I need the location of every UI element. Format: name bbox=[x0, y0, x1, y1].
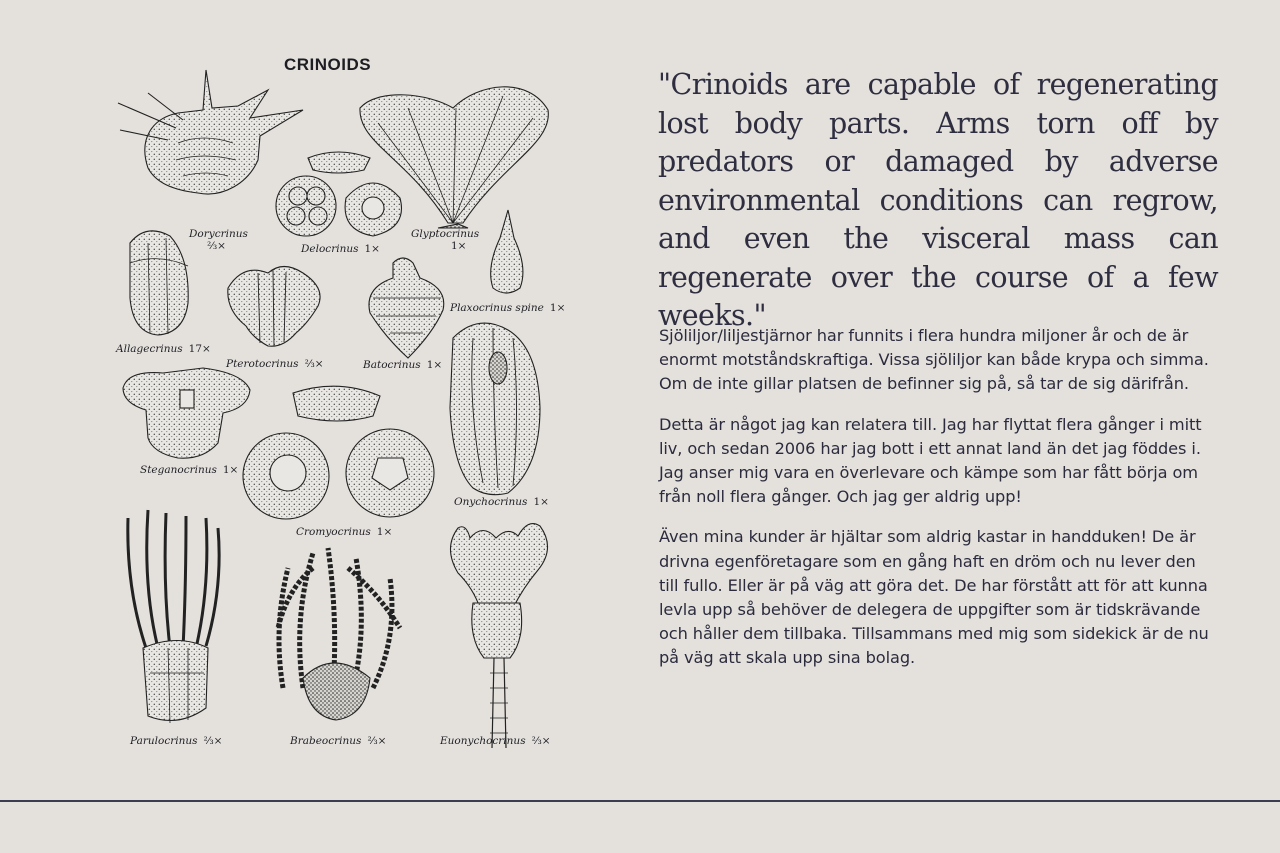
label-dorycrinus: Dorycrinus ⅔× bbox=[189, 228, 248, 252]
crinoid-illustrations bbox=[108, 48, 568, 758]
label-euonychocrinus: Euonychocrinus ⅔× bbox=[440, 735, 551, 747]
body-text bbox=[659, 324, 1215, 687]
steganocrinus-fossil bbox=[123, 368, 250, 458]
label-brabeocrinus: Brabeocrinus ⅔× bbox=[290, 735, 387, 747]
label-steganocrinus: Steganocrinus 1× bbox=[140, 464, 239, 476]
label-pterotocrinus: Pterotocrinus ⅔× bbox=[226, 358, 324, 370]
plaxocrinus-fossil bbox=[491, 210, 523, 293]
paragraph: Sjöliljor/liljestjärnor har funnits i flera hundra miljoner år och de är enormt motståndskraftiga. Vissa sjöliljor kan både krypa och simma. Om de inte gillar platsen de befinner sig på, så tar de sig därifrån. bbox=[659, 326, 1209, 394]
crinoid-plate bbox=[108, 48, 568, 758]
brabeocrinus-fossil bbox=[278, 548, 400, 720]
pterotocrinus-fossil bbox=[228, 267, 320, 347]
label-plaxocrinus: Plaxocrinus spine 1× bbox=[450, 302, 566, 314]
label-batocrinus: Batocrinus 1× bbox=[363, 359, 443, 371]
label-allagecrinus: Allagecrinus 17× bbox=[116, 343, 211, 355]
batocrinus-fossil bbox=[369, 258, 444, 358]
cromyocrinus-fossil bbox=[243, 386, 434, 519]
bottom-divider bbox=[0, 800, 1280, 802]
label-parulocrinus: Parulocrinus ⅔× bbox=[130, 735, 223, 747]
crinoid-quote: "Crinoids are capable of regenerating lost body parts. Arms torn off by predators or damaged by adverse environmental conditions can regrow, and even the visceral mass can regenerate over the course of a few weeks." bbox=[658, 68, 1218, 332]
label-cromyocrinus: Cromyocrinus 1× bbox=[296, 526, 393, 538]
label-delocrinus: Delocrinus 1× bbox=[301, 243, 380, 255]
label-onychocrinus: Onychocrinus 1× bbox=[454, 496, 549, 508]
parulocrinus-fossil bbox=[128, 510, 219, 723]
euonychocrinus-fossil bbox=[451, 524, 548, 748]
paragraph: Detta är något jag kan relatera till. Jag har flyttat flera gånger i mitt liv, och sedan 2006 har jag bott i ett annat land än det jag föddes i. Jag anser mig vara en överlevare och kämpe som har fått börja om från noll flera gånger. Och jag ger aldrig upp! bbox=[659, 414, 1202, 507]
onychocrinus-fossil bbox=[450, 323, 540, 495]
plate-title: CRINOIDS bbox=[284, 55, 372, 74]
delocrinus-fossil bbox=[276, 152, 401, 236]
paragraph: Även mina kunder är hjältar som aldrig kastar in handduken! De är drivna egenföretagare som en gång haft en dröm och nu lever den till fullo. Eller är på väg att göra det. De har förstått att för att kunna levla upp så behöver de delegera de uppgifter som är tidskrävande och håller dem tillbaka. Tillsammans med mig som sidekick är de nu på väg att skala upp sina bolag. bbox=[659, 527, 1209, 668]
allagecrinus-fossil bbox=[130, 231, 188, 335]
dorycrinus-fossil bbox=[118, 70, 303, 194]
label-glyptocrinus: Glyptocrinus 1× bbox=[411, 228, 480, 252]
